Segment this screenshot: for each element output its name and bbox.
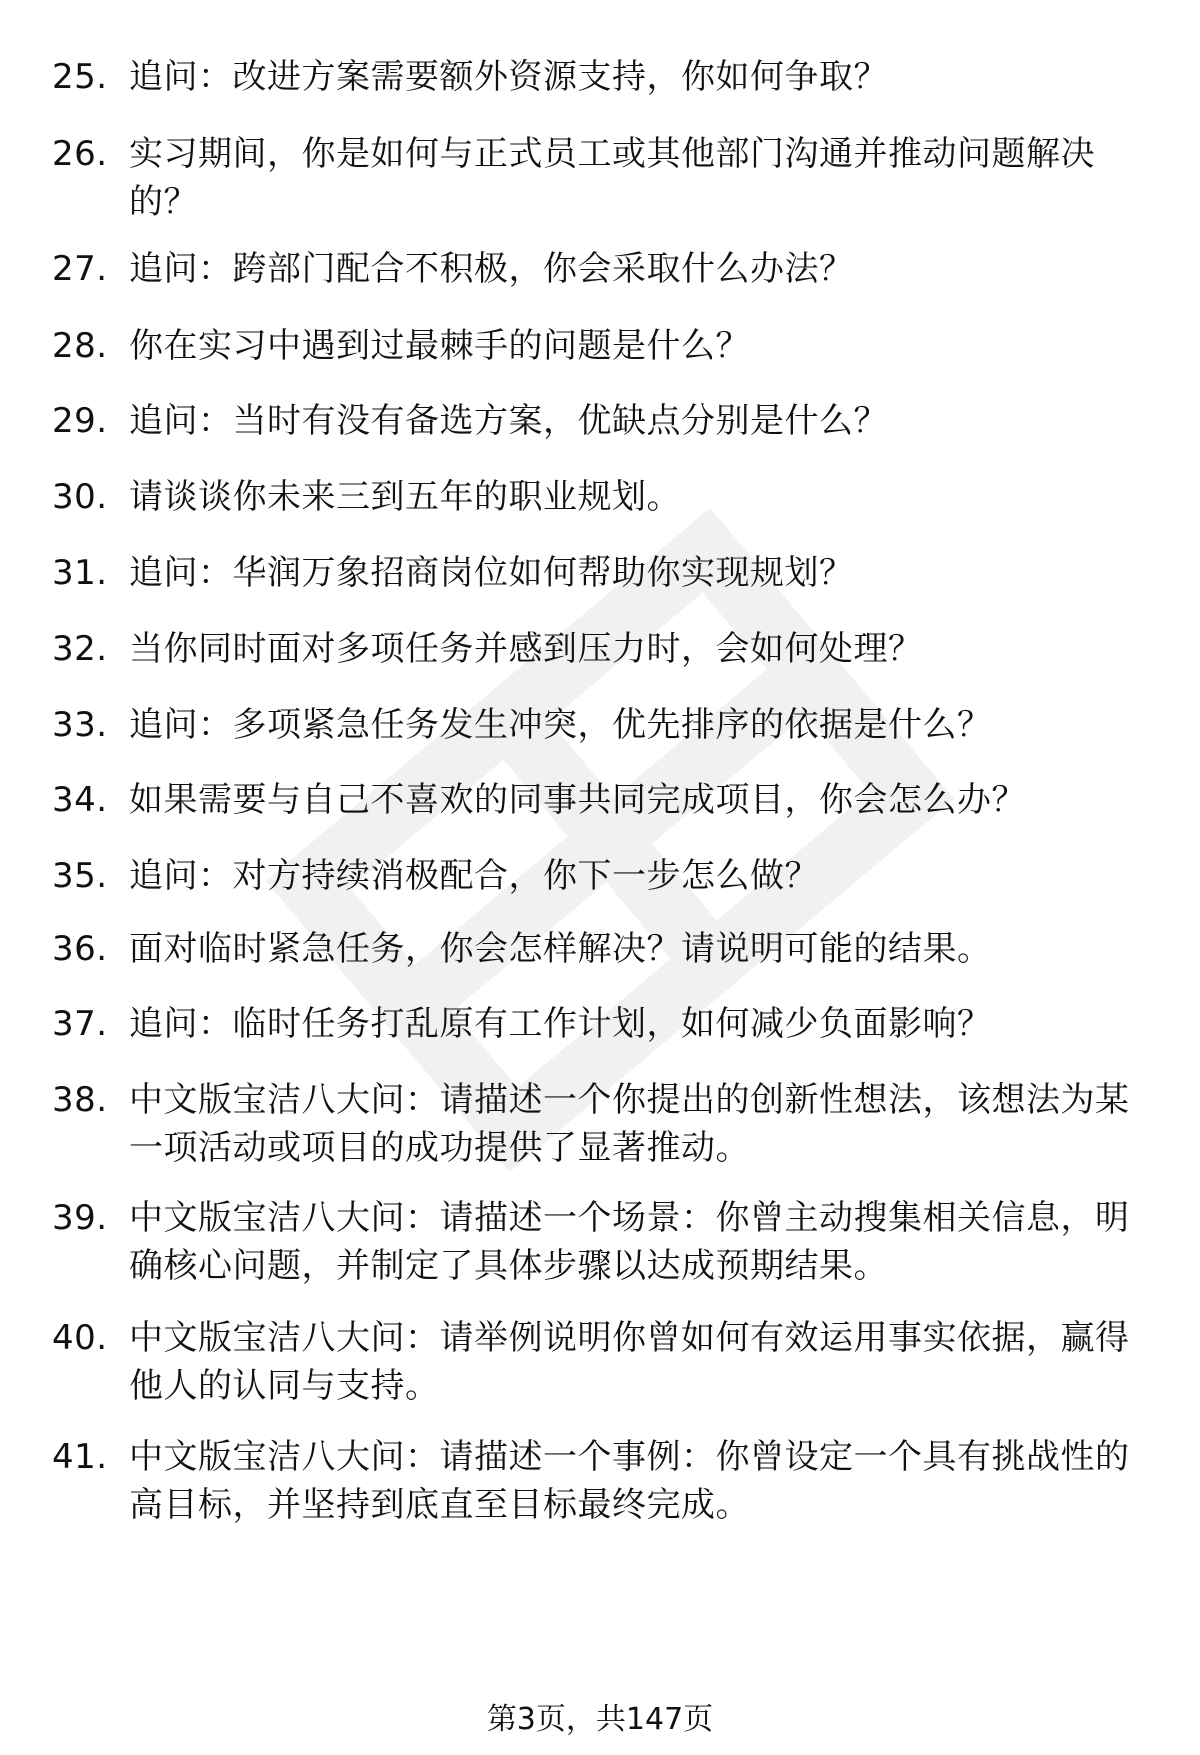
question-number: 39. bbox=[52, 1198, 108, 1238]
question-number: 30. bbox=[52, 477, 108, 517]
question-number: 29. bbox=[52, 401, 108, 441]
question-text: 中文版宝洁八大问：请描述一个你提出的创新性想法，该想法为某一项活动或项目的成功提供了显著推动。 bbox=[129, 1080, 1130, 1168]
question-text: 追问：跨部门配合不积极，你会采取什么办法？ bbox=[129, 249, 854, 289]
question-number: 25. bbox=[52, 57, 108, 97]
question-number: 40. bbox=[52, 1318, 108, 1358]
question-text: 当你同时面对多项任务并感到压力时，会如何处理？ bbox=[129, 629, 923, 669]
question-number: 35. bbox=[52, 856, 108, 896]
question-number: 32. bbox=[52, 629, 108, 669]
page-number-footer: 第3页，共147页 bbox=[486, 1702, 714, 1737]
question-number: 26. bbox=[52, 134, 108, 174]
question-text: 你在实习中遇到过最棘手的问题是什么？ bbox=[129, 326, 750, 366]
question-text: 中文版宝洁八大问：请描述一个事例：你曾设定一个具有挑战性的高目标，并坚持到底直至目标最终完成。 bbox=[129, 1437, 1130, 1525]
question-text: 追问：临时任务打乱原有工作计划，如何减少负面影响？ bbox=[129, 1004, 992, 1044]
question-text: 追问：华润万象招商岗位如何帮助你实现规划？ bbox=[129, 553, 854, 593]
question-text: 请谈谈你未来三到五年的职业规划。 bbox=[129, 477, 681, 517]
question-number: 28. bbox=[52, 326, 108, 366]
question-number: 34. bbox=[52, 780, 108, 820]
question-text: 追问：对方持续消极配合，你下一步怎么做？ bbox=[129, 856, 819, 896]
question-text: 追问：当时有没有备选方案，优缺点分别是什么？ bbox=[129, 401, 888, 441]
question-text: 面对临时紧急任务，你会怎样解决？请说明可能的结果。 bbox=[129, 929, 992, 969]
question-number: 33. bbox=[52, 705, 108, 745]
question-number: 37. bbox=[52, 1004, 108, 1044]
question-text: 中文版宝洁八大问：请描述一个场景：你曾主动搜集相关信息，明确核心问题，并制定了具体步骤以达成预期结果。 bbox=[129, 1198, 1130, 1286]
question-text: 追问：多项紧急任务发生冲突，优先排序的依据是什么？ bbox=[129, 705, 992, 745]
question-number: 38. bbox=[52, 1080, 108, 1120]
question-text: 中文版宝洁八大问：请举例说明你曾如何有效运用事实依据，赢得他人的认同与支持。 bbox=[129, 1318, 1130, 1406]
question-number: 27. bbox=[52, 249, 108, 289]
question-number: 36. bbox=[52, 929, 108, 969]
question-text: 追问：改进方案需要额外资源支持，你如何争取？ bbox=[129, 57, 888, 97]
question-number: 31. bbox=[52, 553, 108, 593]
question-number: 41. bbox=[52, 1437, 108, 1477]
question-text: 如果需要与自己不喜欢的同事共同完成项目，你会怎么办？ bbox=[129, 780, 1026, 820]
question-text: 实习期间，你是如何与正式员工或其他部门沟通并推动问题解决的？ bbox=[129, 134, 1095, 222]
